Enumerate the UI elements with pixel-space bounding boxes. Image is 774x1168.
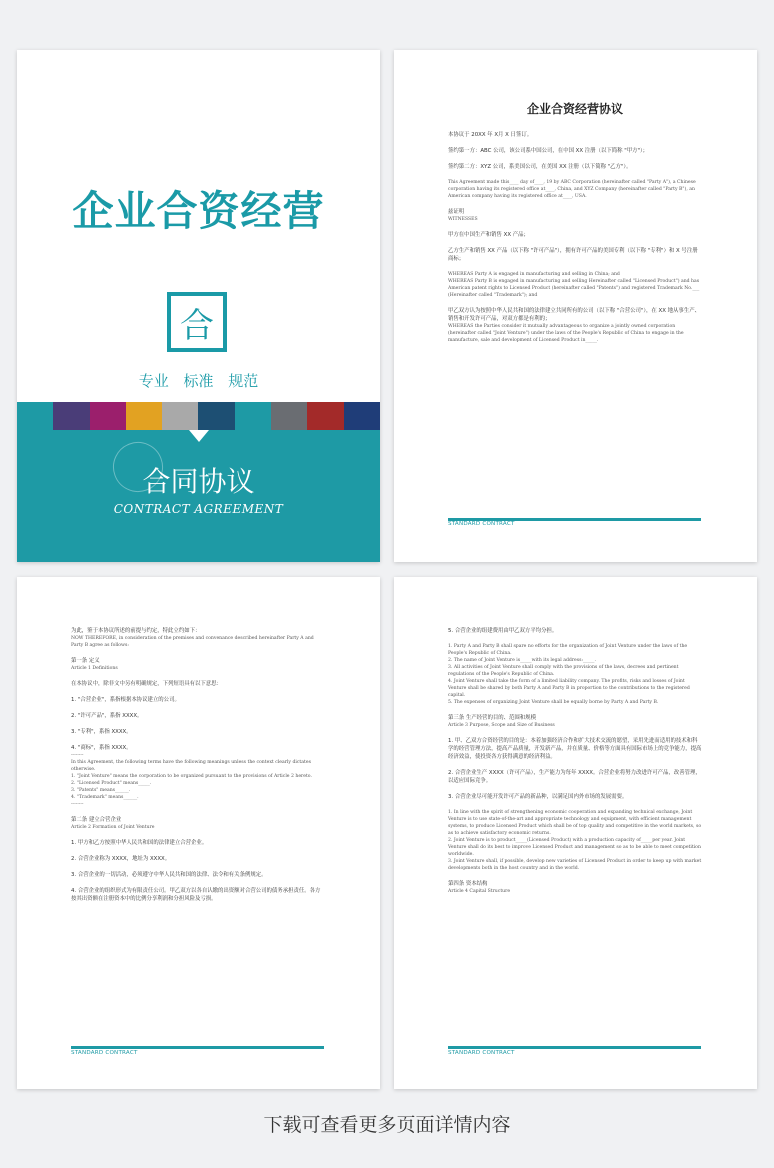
paragraph-gap [448, 139, 702, 147]
chinese-paragraph: 4. 合营企业的组织形式为有限责任公司。甲乙双方以各自认缴的出资额对合营公司的债务承担责任。各方按其出资额在注册资本中的比例分享利润和分担风险及亏损。 [71, 888, 321, 902]
chinese-paragraph: 第三条 生产经营的目的、范围和规模 [448, 715, 536, 721]
paragraph-gap [448, 785, 702, 793]
paragraph-gap [448, 729, 702, 737]
chinese-paragraph: 为此，鉴于本协议所述的前提与约定，特此立约如下： [71, 628, 201, 634]
paragraph-gap [71, 720, 325, 728]
paragraph-gap [71, 736, 325, 744]
logo-icon [167, 292, 227, 352]
color-stripe [198, 402, 234, 430]
paragraph-gap [448, 299, 702, 307]
english-paragraph: 5. The expenses of organizing Joint Venture shall be equally borne by Party A and Party B. [448, 700, 659, 705]
english-paragraph: WHEREAS the Parties consider it mutually advantageous to organize a jointly owned corporation (hereinafter called "Joint Venture") under the laws of the People's Republic of China to engage in the manufacture, sale and development of Licensed Product in_____. [448, 324, 684, 343]
paragraph-gap [448, 635, 702, 643]
chinese-paragraph: 2. 合营企业称为 XXXX，地址为 XXXX。 [71, 856, 171, 862]
banner-title: 合同协议 [142, 465, 255, 498]
footer-line [448, 1046, 701, 1049]
chinese-paragraph: 第四条 资本结构 [448, 881, 488, 887]
paragraph-gap [71, 688, 325, 696]
paragraph-gap [448, 801, 702, 809]
color-stripes [17, 402, 380, 430]
english-paragraph: NOW THEREFORE, in consideration of the premises and convenance described hereinafter Party A and Party B agree as follows: [71, 636, 314, 648]
english-paragraph: 1. "Joint Venture" means the corporation to be organized pursuant to the provisions of Article 2 hereto. [71, 774, 312, 779]
page-body [448, 577, 702, 1089]
logo-char: 合 [180, 305, 214, 346]
paragraph-gap [71, 847, 325, 855]
english-paragraph: 2. The name of Joint Venture is_____with its legal address:_____. [448, 658, 596, 663]
page-text [71, 627, 325, 903]
chinese-paragraph: 5. 合营企业的组建费用由甲乙双方平均分担。 [448, 628, 558, 634]
chinese-paragraph: 1. "合营企业"，系指根据本协议建立的公司。 [71, 697, 180, 703]
paragraph-gap [448, 239, 702, 247]
page-body [71, 577, 325, 1089]
english-paragraph: WITNESSES [448, 217, 478, 222]
paragraph-gap [71, 879, 325, 887]
english-paragraph: -------- [71, 802, 84, 807]
color-stripe [126, 402, 162, 430]
footer-text: STANDARD CONTRACT [448, 1050, 515, 1056]
banner-subtitle: CONTRACT AGREEMENT [113, 502, 284, 516]
document-page-4[interactable] [394, 577, 757, 1089]
chinese-paragraph: 2. 合营企业生产 XXXX（许可产品），生产能力为每年 XXXX。合营企业将努力改进许可产品，改善管理，以适应国际竞争。 [448, 770, 701, 784]
paragraph-gap [448, 200, 702, 208]
chinese-paragraph: 第一条 定义 [71, 658, 100, 664]
english-paragraph: 2. "Licensed Product" means_____. [71, 781, 152, 786]
color-stripe [235, 402, 271, 430]
document-page-2[interactable] [394, 50, 757, 562]
chinese-paragraph: 兹证明 [448, 209, 465, 215]
chinese-paragraph: 乙方生产和销售 XX 产品（以下称 "许可产品"），拥有许可产品的美国专利（以下称 "专利"）和 X 号注册商标； [448, 248, 698, 262]
paragraph-gap [448, 761, 702, 769]
color-stripe [307, 402, 343, 430]
english-paragraph: 3. All activities of Joint Venture shall comply with the provisions of the laws, decrees and pertinent regulations of the People's Republic of China. [448, 665, 679, 677]
page-text [448, 627, 702, 895]
paragraph-gap [71, 672, 325, 680]
chinese-paragraph: 第二条 建立合营企业 [71, 817, 122, 823]
chinese-paragraph: 在本协议中，除非文中另有明确规定，下列短语具有以下意思： [71, 681, 222, 687]
english-paragraph: In this Agreement, the following terms have the following meanings unless the context clearly dictates otherwise. [71, 760, 311, 772]
english-paragraph: Article 1 Definitions [71, 666, 118, 671]
paragraph-gap [71, 808, 325, 816]
english-paragraph: 3. "Patents" means______. [71, 788, 131, 793]
english-paragraph: 3. Joint Venture shall, if possible, develop new varieties of Licensed Product in order to keep up with market developments both in the host country and in the world. [448, 859, 702, 871]
chinese-paragraph: 3. 合营企业的一切活动，必须遵守中华人民共和国的法律、法令和有关条例规定。 [71, 872, 267, 878]
paragraph-gap [71, 831, 325, 839]
english-paragraph: 1. Party A and Party B shall spare no efforts for the organization of Joint Venture under the laws of the People's Republic of China. [448, 644, 688, 656]
paragraph-gap [71, 649, 325, 657]
color-stripe [271, 402, 307, 430]
paragraph-gap [71, 863, 325, 871]
english-paragraph: Article 4 Capital Structure [448, 889, 511, 894]
color-stripe [90, 402, 126, 430]
paragraph-gap [448, 872, 702, 880]
chinese-paragraph: 4. "商标"，系指 XXXX。 [71, 745, 132, 751]
page-body [448, 50, 702, 562]
chinese-paragraph: 甲乙双方认为按照中华人民共和国的法律建立共同所有的公司（以下称 "合营公司"），在 XX 地从事生产、销售和开发许可产品，对双方都是有利的； [448, 308, 700, 322]
paragraph-gap [448, 263, 702, 271]
cover-page[interactable] [17, 50, 380, 562]
cover-title: 企业合资经营 [72, 187, 325, 235]
download-caption: 下载可查看更多页面详情内容 [263, 1114, 511, 1136]
page-text [448, 131, 702, 344]
paragraph-gap [448, 155, 702, 163]
color-stripe [53, 402, 89, 430]
document-title: 企业合资经营协议 [526, 102, 623, 116]
cover-subtitle: 专业 标准 规范 [138, 372, 259, 390]
paragraph-gap [448, 223, 702, 231]
chinese-paragraph: 1. 甲、乙双方合资经营的目的是：本着加强经济合作和扩大技术交流的愿望，采用先进而适用的技术和科学的经营管理方法，提高产品质量，开发新产品，并在质量、价格等方面具有国际市场上的竞争能力，提高经济效益，使投资各方获得满意的经济利益。 [448, 738, 702, 760]
english-paragraph: 4. "Trademark" means______. [71, 795, 139, 800]
paragraph-gap [71, 704, 325, 712]
banner-notch [189, 430, 209, 442]
english-paragraph: This Agreement made this____ day of____, 19 by ABC Corporation (hereinafter called "Party A"), a Chinese corporation having its registered office at____, China, and XYZ Company (hereinafter called "Party B"), an American company having its registered office at____, USA. [448, 180, 696, 199]
english-paragraph: Article 3 Purpose, Scope and Size of Business [448, 723, 555, 728]
color-stripe [344, 402, 380, 430]
color-stripe [17, 402, 53, 430]
english-paragraph: WHEREAS Party B is engaged in manufacturing and selling Hereinafter called "Licensed Product") and has American patent rights to Licensed Product (hereinafter called "Patents") and registered Trademark No.___ (Hereinafter called "Trademark"); and [448, 279, 700, 298]
chinese-paragraph: 签约第一方：ABC 公司，该公司系中国公司，在中国 XX 注册（以下简称 "甲方"）； [448, 148, 649, 154]
paragraph-gap [448, 706, 702, 714]
chinese-paragraph: 3. 合营企业尽可能开发许可产品的新品种，以满足国内外市场的发展需要。 [448, 794, 628, 800]
paragraph-gap [448, 171, 702, 179]
footer-line [448, 518, 701, 521]
chinese-paragraph: 本协议于 20XX 年 X月 X 日签订。 [448, 132, 533, 138]
english-paragraph: 1. In line with the spirit of strengthening economic cooperation and expanding technical exchange, Joint Venture is to use state-of-the-art and appropriate technology and equipment, with efficient management systems, to produce Licensed Product which shall be of top quality and competitive in the world markets, so as to achieve satisfactory economic returns. [448, 810, 702, 836]
english-paragraph: WHEREAS Party A is engaged in manufacturing and selling in China; and [448, 272, 620, 277]
document-page-3[interactable] [17, 577, 380, 1089]
chinese-paragraph: 1. 甲方和乙方按照中华人民共和国的法律建立合营企业。 [71, 840, 208, 846]
chinese-paragraph: 2. "许可产品"，系指 XXXX。 [71, 713, 143, 719]
color-stripe [162, 402, 198, 430]
english-paragraph: Article 2 Formation of Joint Venture [71, 825, 155, 830]
chinese-paragraph: 3. "专利"，系指 XXXX。 [71, 729, 132, 735]
english-paragraph: -------- [71, 753, 84, 758]
footer-text: STANDARD CONTRACT [448, 521, 515, 527]
english-paragraph: 2. Joint Venture is to product_____(Licensed Product) with a production capacity of_____per year. Joint Venture shall do its best to improve Licensed Product and management so as to be able to meet competition worldwide. [448, 838, 701, 857]
chinese-paragraph: 签约第二方：XYZ 公司，系美国公司，在美国 XX 注册（以下简称 "乙方"）。 [448, 164, 632, 170]
chinese-paragraph: 甲方在中国生产和销售 XX 产品； [448, 232, 529, 238]
english-paragraph: 4. Joint Venture shall take the form of a limited liability company. The profits, risks and losses of Joint Venture shall be shared by both Party A and Party B in proportion to the contributions to the registered capital. [448, 679, 690, 698]
footer-text: STANDARD CONTRACT [71, 1050, 138, 1056]
footer-line [71, 1046, 324, 1049]
